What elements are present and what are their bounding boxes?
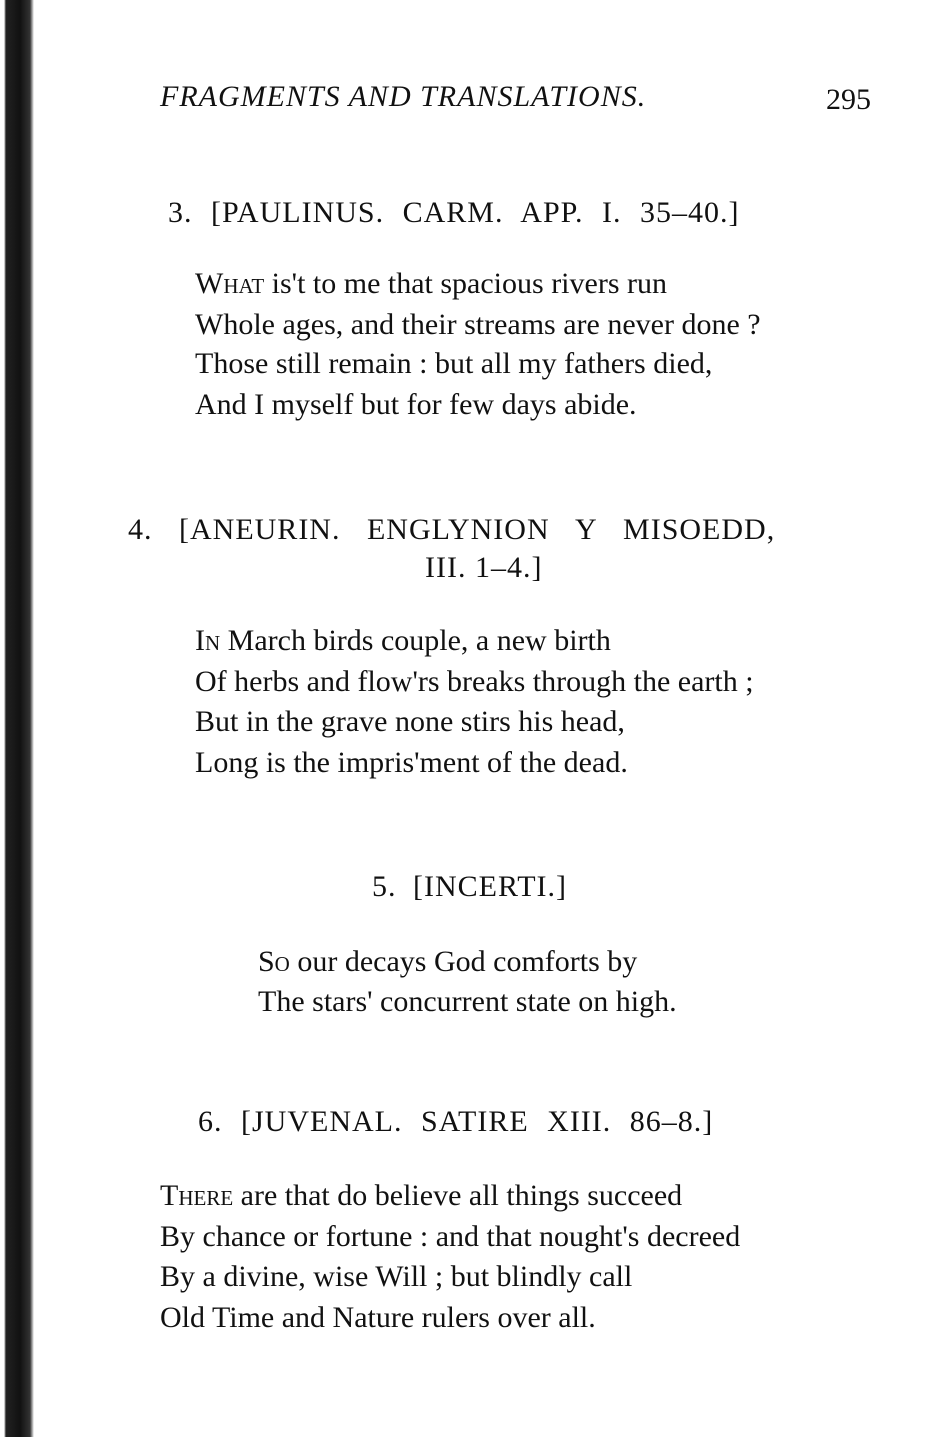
poem-line: Those still remain : but all my fathers died, bbox=[195, 347, 713, 380]
poem-line-text: our decays God comforts by bbox=[289, 945, 638, 978]
poem-line: Old Time and Nature rulers over all. bbox=[160, 1301, 596, 1334]
poem-line-text: is't to me that spacious rivers run bbox=[264, 267, 667, 300]
section-heading-continued: III. 1–4.] bbox=[425, 551, 543, 584]
lead-word: In bbox=[195, 624, 221, 657]
poem-line bbox=[195, 264, 667, 304]
poem-line: But in the grave none stirs his head, bbox=[195, 705, 625, 738]
section-heading: 6. [JUVENAL. SATIRE XIII. 86–8.] bbox=[198, 1105, 714, 1138]
poem-line: Long is the impris'ment of the dead. bbox=[195, 746, 628, 779]
section-heading: 4. [ANEURIN. ENGLYNION Y MISOEDD, bbox=[128, 513, 776, 546]
poem-line-text: March birds couple, a new birth bbox=[220, 624, 611, 657]
poem-line-text: are that do believe all things succeed bbox=[233, 1179, 683, 1212]
section-heading: 5. [INCERTI.] bbox=[372, 870, 567, 903]
book-spine-edge bbox=[0, 0, 34, 1437]
poem-line: By a divine, wise Will ; but blindly call bbox=[160, 1260, 633, 1293]
poem-line: Whole ages, and their streams are never done ? bbox=[195, 308, 761, 341]
lead-word: So bbox=[258, 945, 290, 978]
lead-word: What bbox=[195, 267, 265, 300]
poem-line bbox=[160, 1176, 682, 1216]
poem-line: Of herbs and flow'rs breaks through the earth ; bbox=[195, 665, 754, 698]
page-number: 295 bbox=[826, 83, 871, 116]
running-title: FRAGMENTS AND TRANSLATIONS. bbox=[160, 80, 647, 113]
poem-line: The stars' concurrent state on high. bbox=[258, 985, 677, 1018]
poem-line bbox=[258, 942, 637, 982]
poem-line bbox=[195, 621, 611, 661]
poem-line: By chance or fortune : and that nought's decreed bbox=[160, 1220, 741, 1253]
section-heading: 3. [PAULINUS. CARM. APP. I. 35–40.] bbox=[168, 196, 740, 229]
poem-line: And I myself but for few days abide. bbox=[195, 388, 637, 421]
lead-word: There bbox=[160, 1179, 234, 1212]
